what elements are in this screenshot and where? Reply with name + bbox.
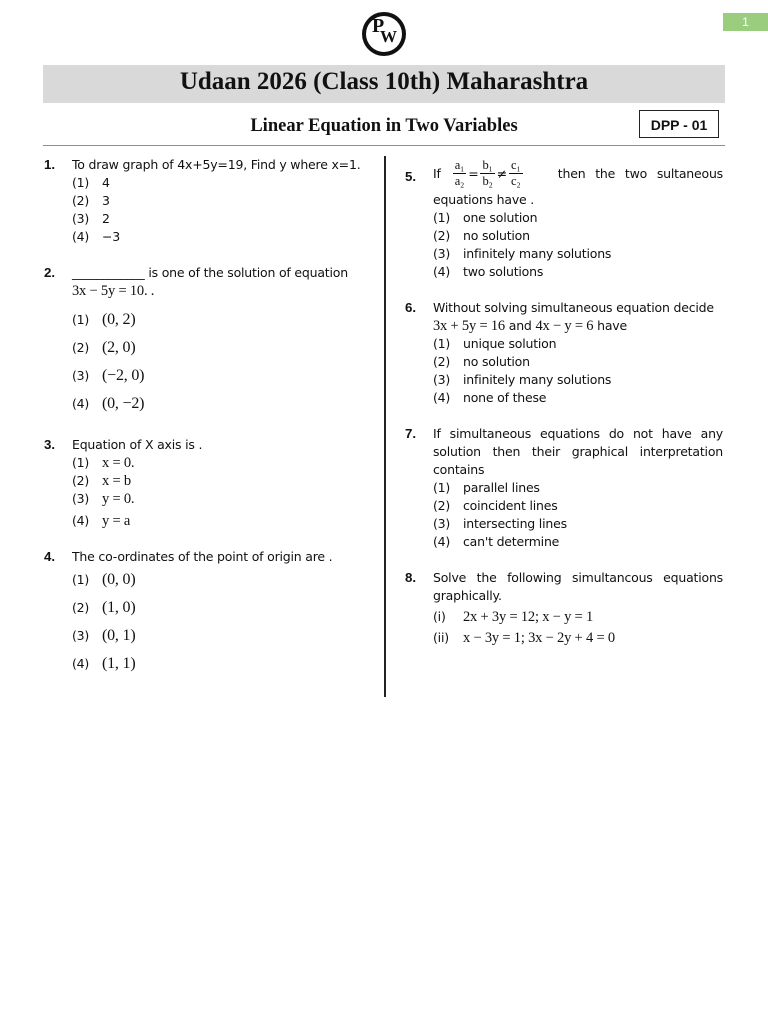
option: (1) one solution (433, 210, 538, 225)
question-text: Without solving simultaneous equation decide (433, 300, 714, 315)
option: (3) (−2, 0) (72, 367, 145, 384)
column-divider (384, 156, 386, 697)
option: (4) can't determine (433, 534, 560, 549)
equation: 3x − 5y = 10. . (72, 283, 155, 299)
question-text: Solve the following simultancous equations graphically. (433, 570, 723, 603)
question-number: 4. (44, 549, 56, 564)
question-number: 8. (405, 570, 417, 585)
question-6 (405, 299, 723, 407)
option: (1) parallel lines (433, 480, 540, 495)
option: (2) no solution (433, 228, 530, 243)
option: (4) none of these (433, 390, 547, 405)
question-number: 3. (44, 437, 56, 452)
option: (4) two solutions (433, 264, 544, 279)
logo-letter-w: W (380, 27, 397, 46)
header-divider (43, 145, 725, 146)
chapter-title: Linear Equation in Two Variables (250, 116, 518, 136)
question-7 (405, 425, 723, 551)
question-text: Equation of X axis is . (72, 437, 203, 452)
question-text: If simultaneous equations do not have any solution then their graphical interpretation contains (433, 426, 723, 477)
question-3 (44, 436, 364, 530)
option: (2) (1, 0) (72, 599, 136, 616)
dpp-badge: DPP - 01 (639, 110, 719, 138)
option: (4) −3 (72, 229, 121, 244)
question-text: If $\frac{\text{a₁}}{\text{a₂}}$ = $\frac{\text{b₁}}{\text{b₂}}$ ≠ $\frac{\text{c₁}}{\text{c₂}}$ then the two sultaneous (433, 158, 723, 188)
fraction: $\frac{\text{b₁}}{\text{b₂}}$ (482, 158, 493, 188)
question-text: The co-ordinates of the point of origin are . (72, 549, 333, 564)
option: (3) y = 0. (72, 491, 135, 507)
option: (1) (0, 2) (72, 311, 136, 328)
option: (3) intersecting lines (433, 516, 567, 531)
option: (1) unique solution (433, 336, 557, 351)
option: (1) x = 0. (72, 455, 135, 471)
page-number: 1 (723, 13, 768, 31)
question-number: 2. (44, 265, 56, 280)
question-number: 7. (405, 426, 417, 441)
question-4 (44, 548, 364, 678)
question-text: ____________ is one of the solution of equation (72, 265, 348, 280)
question-number: 6. (405, 300, 417, 315)
option: (3) infinitely many solutions (433, 372, 612, 387)
question-1 (44, 156, 364, 246)
option: (1) (0, 0) (72, 571, 136, 588)
logo-letter-p: P (372, 15, 385, 37)
question-text: To draw graph of 4x+5y=19, Find y where x=1. (72, 157, 361, 172)
left-column (44, 156, 364, 678)
option: (2) no solution (433, 354, 530, 369)
page-title: Udaan 2026 (Class 10th) Maharashtra (43, 65, 725, 103)
option: (3) infinitely many solutions (433, 246, 612, 261)
option: (2) 3 (72, 193, 110, 208)
question-number: 5. (405, 169, 417, 184)
question-8 (405, 569, 723, 649)
option: (2) (2, 0) (72, 339, 136, 356)
question-5 (405, 158, 723, 281)
option: (3) 2 (72, 211, 110, 226)
option: (2) x = b (72, 473, 131, 489)
question-2 (44, 264, 364, 418)
option: (4) (1, 1) (72, 655, 136, 672)
fraction: $\frac{\text{a₁}}{\text{a₂}}$ (454, 158, 465, 188)
option: (4) y = a (72, 513, 131, 529)
equation-line: 3x + 5y = 16 and 4x − y = 6 have (433, 318, 627, 334)
option: (4) (0, −2) (72, 395, 145, 412)
part: (i) 2x + 3y = 12; x − y = 1 (433, 609, 594, 625)
question-number: 1. (44, 157, 56, 172)
part: (ii) x − 3y = 1; 3x − 2y + 4 = 0 (433, 630, 615, 646)
option: (1) 4 (72, 175, 110, 190)
pw-logo (362, 12, 406, 56)
question-text-cont: equations have . (433, 192, 535, 207)
option: (2) coincident lines (433, 498, 558, 513)
right-column (405, 156, 723, 649)
option: (3) (0, 1) (72, 627, 136, 644)
fraction: $\frac{\text{c₁}}{\text{c₂}}$ (510, 158, 521, 188)
